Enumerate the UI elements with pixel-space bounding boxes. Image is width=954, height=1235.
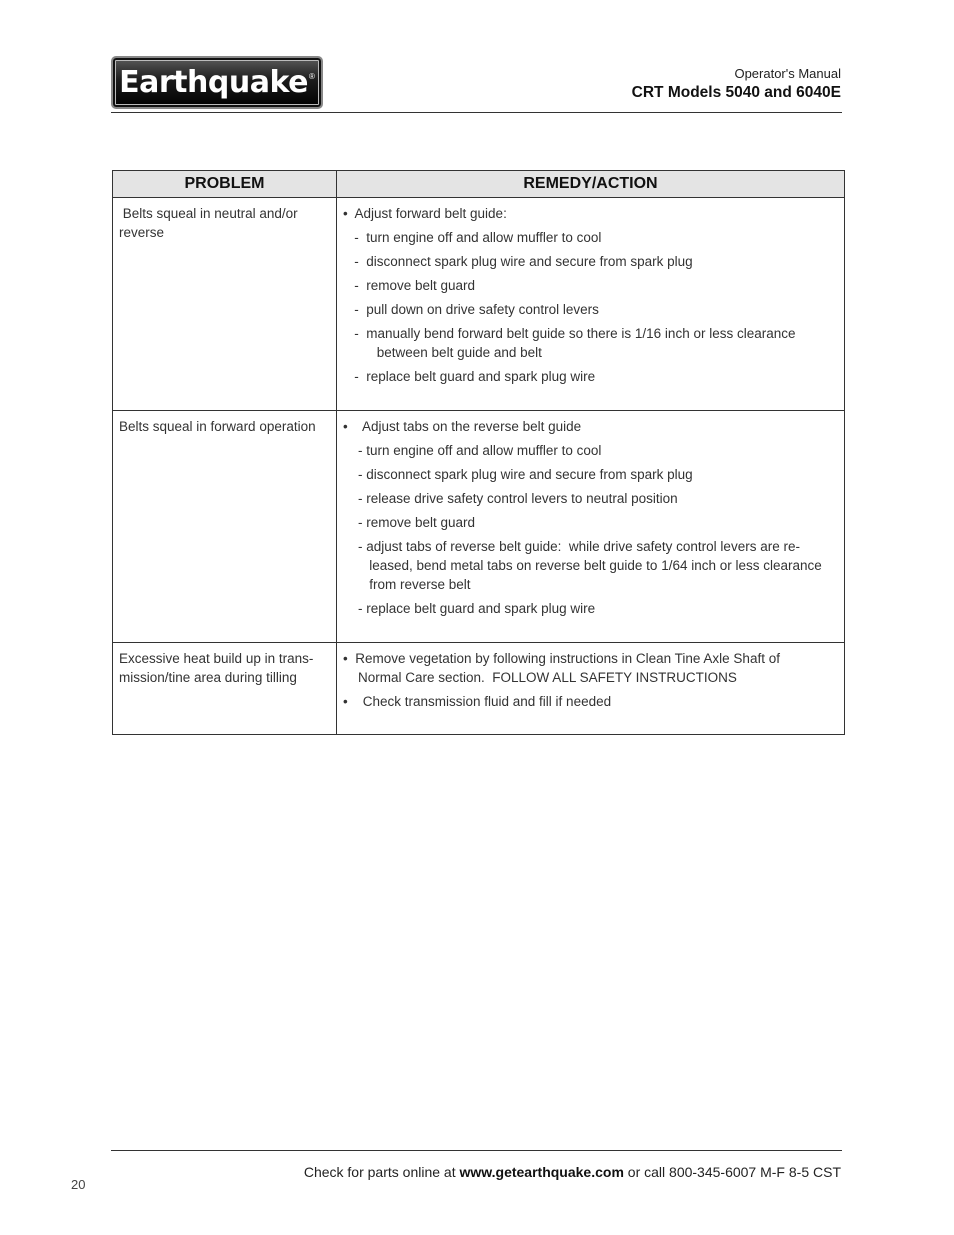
website-link[interactable]: www.getearthquake.com [459,1164,624,1180]
table-row [113,643,845,735]
remedy-cell [337,198,845,411]
logo-wordmark: Earthquake [119,64,308,100]
remedy-line: - remove belt guard [343,515,476,530]
remedy-line: - release drive safety control levers to neutral position [343,491,678,506]
manual-title: CRT Models 5040 and 6040E [631,84,841,101]
problem-cell [113,643,337,735]
problem-line: reverse [119,225,165,240]
problem-cell [113,198,337,411]
problem-line: Belts squeal in neutral and/or [119,206,298,221]
column-header-problem: PROBLEM [113,171,337,198]
remedy-line: - adjust tabs of reverse belt guide: while drive safety control levers are re- [343,539,800,554]
table-header-row [113,171,845,198]
remedy-line: • Adjust forward belt guide: [343,206,507,221]
footer-suffix: or call 800-345-6007 M-F 8-5 CST [623,1164,841,1180]
earthquake-logo [111,56,323,109]
problem-line: mission/tine area during tilling [119,670,297,685]
remedy-cell [337,411,845,643]
remedy-line: - manually bend forward belt guide so there is 1/16 inch or less clearance [343,326,796,341]
remedy-line: between belt guide and belt [343,345,542,360]
table-row [113,198,845,411]
remedy-line: leased, bend metal tabs on reverse belt guide to 1/64 inch or less clearance [343,558,822,573]
remedy-line: - disconnect spark plug wire and secure from spark plug [343,254,693,269]
remedy-line: - pull down on drive safety control levers [343,302,599,317]
footer-divider [111,1150,842,1151]
manual-subtitle: Operator's Manual [734,66,841,81]
page-number: 20 [71,1177,86,1192]
remedy-line: - turn engine off and allow muffler to cool [343,443,602,458]
troubleshooting-table [112,170,845,735]
remedy-line: - remove belt guard [343,278,476,293]
remedy-line: from reverse belt [343,577,471,592]
problem-line: Excessive heat build up in trans- [119,651,314,666]
header-divider [111,112,842,113]
remedy-cell [337,643,845,735]
remedy-line: - replace belt guard and spark plug wire [343,601,596,616]
remedy-line: • Remove vegetation by following instructions in Clean Tine Axle Shaft of [343,651,780,666]
problem-line: Belts squeal in forward operation [119,419,316,434]
registered-mark: ® [308,72,315,81]
remedy-line: Normal Care section. FOLLOW ALL SAFETY INSTRUCTIONS [343,670,737,685]
footer-prefix: Check for parts online at [303,1164,460,1180]
remedy-line: - turn engine off and allow muffler to cool [343,230,602,245]
footer-contact [304,1164,841,1180]
remedy-line: - disconnect spark plug wire and secure from spark plug [343,467,693,482]
remedy-line: • Check transmission fluid and fill if needed [343,694,612,709]
column-header-remedy: REMEDY/ACTION [337,171,845,198]
problem-cell [113,411,337,643]
table-row [113,411,845,643]
remedy-line: • Adjust tabs on the reverse belt guide [343,419,582,434]
remedy-line: - replace belt guard and spark plug wire [343,369,596,384]
